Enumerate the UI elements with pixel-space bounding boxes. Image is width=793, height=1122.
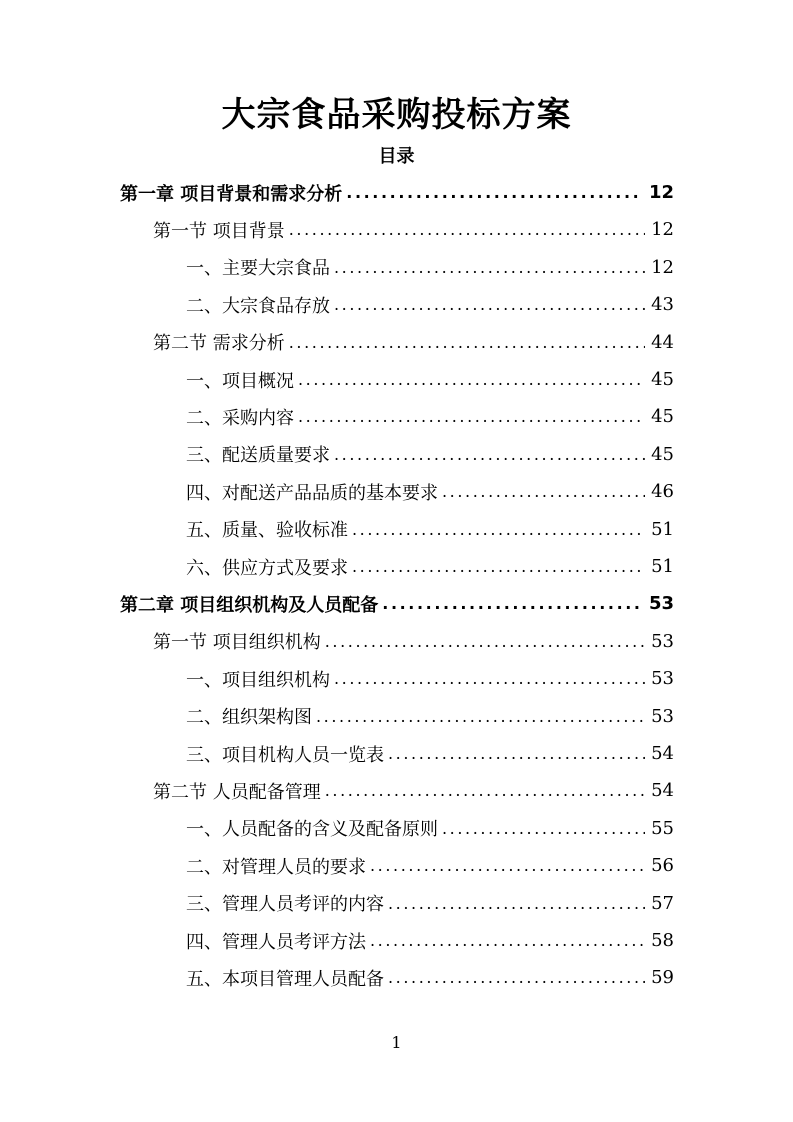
toc-entry-page: 57 [651, 892, 674, 914]
toc-entry-page: 53 [651, 705, 674, 727]
toc-item-entry[interactable] [186, 249, 674, 286]
toc-entry-title: 第一节 项目背景 [153, 220, 285, 242]
toc-entry-page: 55 [651, 817, 674, 839]
toc-entry-page: 53 [651, 668, 674, 690]
toc-entry-title: 三、配送质量要求 [186, 445, 330, 467]
toc-leader-dots [370, 856, 645, 875]
toc-entry-page: 54 [651, 743, 674, 764]
toc-entry-title: 一、主要大宗食品 [186, 258, 330, 280]
page-number: 1 [391, 1033, 402, 1052]
toc-leader-dots [352, 520, 645, 539]
toc-leader-dots [289, 333, 645, 352]
toc-leader-dots [388, 744, 645, 763]
toc-leader-dots [388, 968, 645, 987]
toc-entry-page: 12 [651, 256, 674, 278]
toc-leader-dots [298, 407, 645, 426]
toc-item-entry[interactable] [186, 922, 674, 959]
toc-leader-dots [352, 557, 645, 576]
toc-leader-dots [370, 931, 645, 950]
toc-entry-page: 51 [651, 518, 674, 540]
toc-entry-page: 43 [651, 294, 674, 316]
toc-entry-title: 第一章 项目背景和需求分析 [120, 183, 343, 205]
toc-item-entry[interactable] [186, 286, 674, 323]
toc-entry-page: 12 [651, 219, 674, 241]
toc-item-entry[interactable] [186, 735, 674, 772]
toc-entry-page: 45 [651, 443, 674, 465]
toc-entry-title: 六、供应方式及要求 [186, 557, 348, 579]
toc-item-entry[interactable] [186, 660, 674, 697]
toc-item-entry[interactable] [186, 548, 674, 585]
toc-heading: 目录 [378, 146, 415, 167]
toc-item-entry[interactable] [186, 436, 674, 473]
toc-item-entry[interactable] [186, 398, 674, 435]
toc-entry-title: 二、采购内容 [186, 407, 294, 429]
toc-entry-page: 51 [651, 556, 674, 577]
toc-leader-dots [325, 632, 645, 651]
toc-leader-dots [442, 482, 645, 501]
toc-entry-page: 46 [651, 481, 674, 503]
toc-chapter-entry[interactable] [120, 174, 674, 211]
toc-entry-title: 一、项目概况 [186, 370, 294, 392]
toc-item-entry[interactable] [186, 698, 674, 735]
toc-entry-title: 二、对管理人员的要求 [186, 856, 366, 878]
toc-item-entry[interactable] [186, 885, 674, 922]
toc-entry-title: 第二节 人员配备管理 [153, 781, 321, 803]
toc-entry-title: 二、大宗食品存放 [186, 295, 330, 317]
toc-entry-page: 59 [651, 967, 674, 989]
toc-entry-title: 四、管理人员考评方法 [186, 931, 366, 953]
toc-leader-dots [382, 594, 643, 613]
toc-section-entry[interactable] [153, 324, 674, 361]
toc-section-entry[interactable] [153, 623, 674, 660]
toc-entry-title: 五、本项目管理人员配备 [186, 968, 384, 990]
toc-entry-title: 第二章 项目组织机构及人员配备 [120, 594, 379, 616]
toc-leader-dots [442, 819, 645, 838]
toc-entry-page: 45 [651, 406, 674, 428]
toc-leader-dots [334, 295, 645, 314]
toc-chapter-entry[interactable] [120, 585, 674, 622]
toc-entry-title: 第一节 项目组织机构 [153, 632, 321, 654]
toc-entry-title: 五、质量、验收标准 [186, 520, 348, 542]
toc-entry-title: 四、对配送产品品质的基本要求 [186, 482, 438, 504]
toc-entry-page: 54 [651, 780, 674, 802]
toc-leader-dots [346, 183, 643, 202]
toc-entry-title: 一、项目组织机构 [186, 669, 330, 691]
document-title: 大宗食品采购投标方案 [221, 95, 572, 135]
toc-leader-dots [298, 370, 645, 389]
toc-item-entry[interactable] [186, 959, 674, 996]
toc-entry-title: 三、项目机构人员一览表 [186, 744, 384, 766]
toc-entry-page: 58 [651, 930, 674, 951]
toc-leader-dots [334, 258, 645, 277]
toc-entry-page: 12 [648, 182, 674, 203]
toc-entry-title: 一、人员配备的含义及配备原则 [186, 819, 438, 841]
toc-section-entry[interactable] [153, 211, 674, 248]
toc-entry-title: 二、组织架构图 [186, 707, 312, 729]
toc-item-entry[interactable] [186, 361, 674, 398]
toc-leader-dots [325, 781, 645, 800]
toc-entry-title: 三、管理人员考评的内容 [186, 894, 384, 916]
toc-leader-dots [334, 445, 645, 464]
toc-leader-dots [388, 894, 645, 913]
toc-leader-dots [289, 220, 645, 239]
toc-entry-page: 56 [651, 855, 674, 877]
toc-leader-dots [316, 707, 645, 726]
toc-entry-page: 53 [648, 593, 674, 615]
toc-entry-page: 44 [651, 331, 674, 353]
toc-entry-page: 45 [651, 369, 674, 390]
toc-entry-title: 第二节 需求分析 [153, 333, 285, 355]
toc-item-entry[interactable] [186, 810, 674, 847]
toc-item-entry[interactable] [186, 511, 674, 548]
toc-entry-page: 53 [651, 630, 674, 652]
toc-section-entry[interactable] [153, 772, 674, 809]
toc-item-entry[interactable] [186, 473, 674, 510]
toc-item-entry[interactable] [186, 847, 674, 884]
toc-leader-dots [334, 669, 645, 688]
